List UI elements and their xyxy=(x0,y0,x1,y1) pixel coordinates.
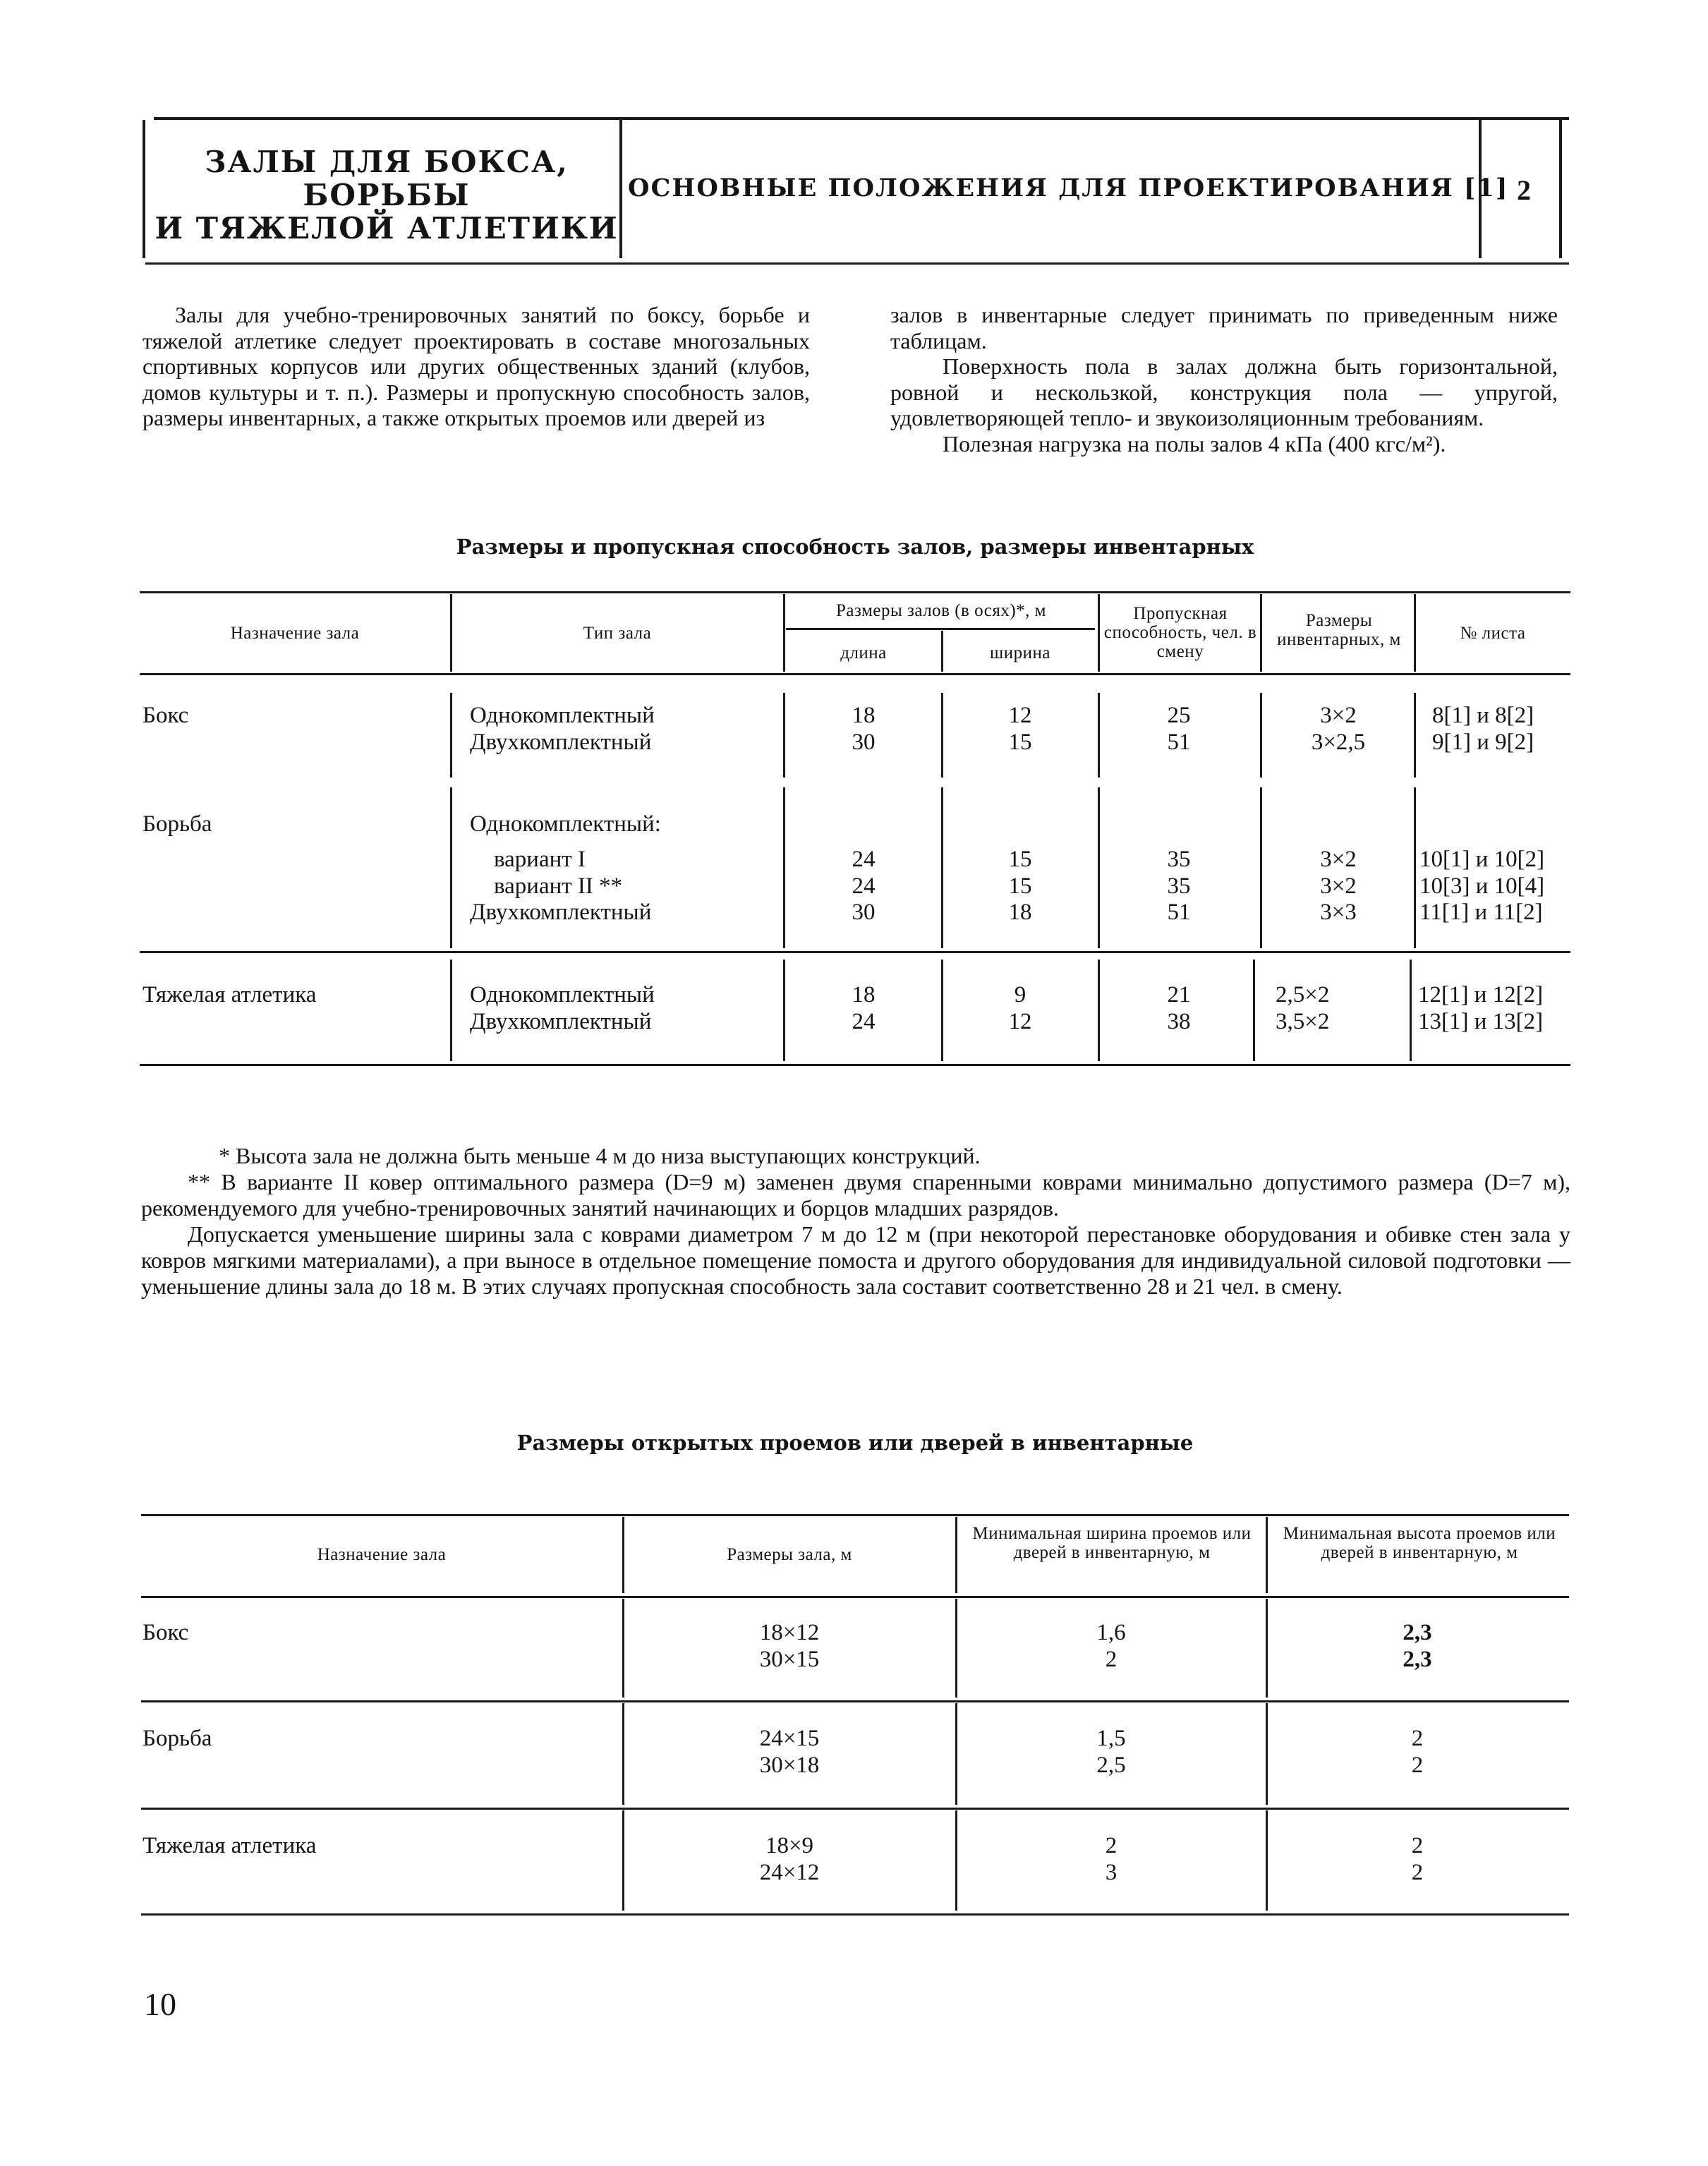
table-rule xyxy=(786,628,1095,630)
cell-storage: 3×2 3×2,5 xyxy=(1311,703,1366,755)
footnote: ** В варианте II ковер оптимального размера (D=9 м) заменен двумя спаренными коврами минимально допустимого размера (D=7 м), рекомендуемого для учебно-тренировочных занятий начинающих и борцов младших разрядов. xyxy=(141,1169,1570,1221)
cell-type: Однокомплектный Двухкомплектный xyxy=(470,982,655,1034)
cell-size: 24×15 30×18 xyxy=(759,1726,820,1778)
footnote: * Высота зала не должна быть меньше 4 м до низа выступающих конструкций. xyxy=(219,1143,981,1168)
cell-length: 18 30 xyxy=(852,703,876,755)
table-rule xyxy=(941,631,943,672)
table-rule xyxy=(141,1913,1569,1916)
cell-type-subheader: Однокомплектный: xyxy=(470,811,661,837)
header-divider xyxy=(143,120,145,258)
column-header-sizes: Размеры залов (в осях)*, м xyxy=(836,601,1046,620)
column-header-type: Тип зала xyxy=(583,624,652,643)
intro-paragraph: Поверхность пола в залах должна быть горизонтальной, ровной и нескользкой, конструкция пола — упругой, удовлетворяющей тепло- и звукоизоляционным требованиям. xyxy=(890,353,1558,430)
cell-storage: 2,5×2 3,5×2 xyxy=(1276,982,1330,1034)
column-header-purpose: Назначение зала xyxy=(230,624,360,643)
cell-size: 18×9 24×12 xyxy=(759,1833,820,1885)
header-bottom-rule xyxy=(145,262,1569,265)
table-rule xyxy=(450,960,452,1061)
intro-paragraph: залов в инвентарные следует принимать по приведенным ниже таблицам. xyxy=(890,302,1558,353)
column-header-purpose: Назначение зала xyxy=(317,1545,447,1564)
cell-sheet: 12[1] и 12[2] 13[1] и 13[2] xyxy=(1418,982,1544,1034)
table2-caption: Размеры открытых проемов или дверей в инвентарные xyxy=(516,1431,1194,1455)
cell-purpose: Тяжелая атлетика xyxy=(143,982,317,1008)
cell-length: 18 24 xyxy=(852,982,876,1034)
table-rule xyxy=(955,1599,957,1698)
cell-purpose: Борьба xyxy=(143,811,212,837)
table-rule xyxy=(955,1703,957,1805)
cell-width: 15 15 18 xyxy=(1008,847,1032,925)
page-number: 10 xyxy=(144,1986,176,2022)
header-sheet-number: 2 xyxy=(1517,174,1531,206)
table-rule xyxy=(622,1517,624,1593)
intro-left-column xyxy=(143,302,810,431)
header-title: ЗАЛЫ ДЛЯ БОКСА, БОРЬБЫ И ТЯЖЕЛОЙ АТЛЕТИКИ xyxy=(155,145,619,246)
cell-capacity: 25 51 xyxy=(1167,703,1191,755)
column-header-capacity: Пропускная способность, чел. в смену xyxy=(1103,604,1257,661)
table-rule xyxy=(622,1599,624,1698)
table-rule xyxy=(141,1514,1569,1516)
table-rule xyxy=(622,1703,624,1805)
header-section-title: ОСНОВНЫЕ ПОЛОЖЕНИЯ ДЛЯ ПРОЕКТИРОВАНИЯ [1] xyxy=(628,174,1509,202)
cell-storage: 3×2 3×2 3×3 xyxy=(1320,847,1357,925)
cell-capacity: 21 38 xyxy=(1167,982,1191,1034)
column-header-storage: Размеры инвентарных, м xyxy=(1277,611,1401,649)
cell-min-height: 2,3 2,3 xyxy=(1403,1620,1432,1672)
table-rule xyxy=(1098,693,1100,778)
table-rule xyxy=(941,787,943,948)
table-rule xyxy=(783,594,785,672)
table-rule xyxy=(1414,787,1416,948)
table-rule xyxy=(1098,594,1100,672)
header-divider xyxy=(1559,120,1562,258)
cell-sheet: 10[1] и 10[2] 10[3] и 10[4] 11[1] и 11[2] xyxy=(1419,847,1545,925)
table-rule xyxy=(1414,594,1416,672)
cell-size: 18×12 30×15 xyxy=(759,1620,820,1672)
cell-type: вариант I вариант II ** Двухкомплектный xyxy=(470,847,652,925)
cell-width: 9 12 xyxy=(1008,982,1032,1034)
cell-sheet: 8[1] и 8[2] 9[1] и 9[2] xyxy=(1432,703,1534,755)
table-rule xyxy=(1266,1517,1268,1593)
column-header-width: ширина xyxy=(990,643,1050,662)
note-paragraph: Допускается уменьшение ширины зала с коврами диаметром 7 м до 12 м (при некоторой перестановке оборудования и обивке стен зала у ковров мягкими материалами), а при выносе в отдельное помещение помоста и другого оборудования для индивидуальной силовой подготовки — уменьшение длины зала до 18 м. В этих случаях пропускная способность зала составит соответственно 28 и 21 чел. в смену. xyxy=(141,1221,1570,1299)
table-rule xyxy=(1410,960,1412,1061)
table-rule xyxy=(1266,1599,1268,1698)
table-rule xyxy=(1266,1810,1268,1911)
column-header-size: Размеры зала, м xyxy=(727,1545,852,1564)
cell-length: 24 24 30 xyxy=(852,847,876,925)
table1-notes xyxy=(141,1143,1570,1300)
table-rule xyxy=(622,1810,624,1911)
table-rule xyxy=(450,787,452,948)
cell-min-height: 2 2 xyxy=(1411,1726,1424,1778)
table-rule xyxy=(1260,693,1262,778)
table-rule xyxy=(1098,960,1100,1061)
table-rule xyxy=(140,951,1570,953)
cell-min-width: 1,6 2 xyxy=(1096,1620,1126,1672)
table-rule xyxy=(955,1517,957,1593)
column-header-min-height: Минимальная высота проемов или дверей в инвентарную, м xyxy=(1283,1524,1556,1562)
table-rule xyxy=(140,1064,1570,1066)
header-divider xyxy=(619,120,622,258)
table-rule xyxy=(140,591,1570,593)
cell-width: 12 15 xyxy=(1008,703,1032,755)
cell-min-height: 2 2 xyxy=(1411,1833,1424,1885)
table-rule xyxy=(140,673,1570,675)
table-rule xyxy=(450,594,452,672)
intro-paragraph: Залы для учебно-тренировочных занятий по боксу, борьбе и тяжелой атлетике следует проектировать в составе многозальных спортивных корпусов или других общественных зданий (клубов, домов культуры и т. п.). Размеры и пропускную способность залов, размеры инвентарных, а также открытых проемов или дверей из xyxy=(143,302,810,430)
table-rule xyxy=(783,787,785,948)
table-rule xyxy=(141,1700,1569,1702)
cell-type: Однокомплектный Двухкомплектный xyxy=(470,703,655,755)
table-rule xyxy=(141,1808,1569,1810)
cell-purpose: Тяжелая атлетика xyxy=(143,1833,317,1858)
column-header-min-width: Минимальная ширина проемов или дверей в инвентарную, м xyxy=(972,1524,1252,1562)
table-rule xyxy=(941,693,943,778)
table-rule xyxy=(1260,594,1262,672)
cell-capacity: 35 35 51 xyxy=(1167,847,1191,925)
cell-purpose: Бокс xyxy=(143,1620,189,1645)
table-rule xyxy=(1414,693,1416,778)
header-top-rule xyxy=(154,117,1569,120)
column-header-sheet: № листа xyxy=(1460,624,1526,643)
table-rule xyxy=(1260,787,1262,948)
table-rule xyxy=(141,1596,1569,1598)
table-rule xyxy=(450,693,452,778)
column-header-length: длина xyxy=(840,643,887,662)
table-rule xyxy=(1266,1703,1268,1805)
cell-min-width: 2 3 xyxy=(1105,1833,1118,1885)
table-rule xyxy=(955,1810,957,1911)
table-rule xyxy=(783,693,785,778)
intro-right-column xyxy=(890,302,1558,456)
cell-purpose: Бокс xyxy=(143,703,189,728)
cell-min-width: 1,5 2,5 xyxy=(1096,1726,1126,1778)
table-rule xyxy=(783,960,785,1061)
intro-paragraph: Полезная нагрузка на полы залов 4 кПа (400 кгс/м²). xyxy=(943,430,1446,456)
table1-caption: Размеры и пропускная способность залов, размеры инвентарных xyxy=(456,535,1254,559)
table-rule xyxy=(941,960,943,1061)
cell-purpose: Борьба xyxy=(143,1726,212,1751)
table-rule xyxy=(1098,787,1100,948)
